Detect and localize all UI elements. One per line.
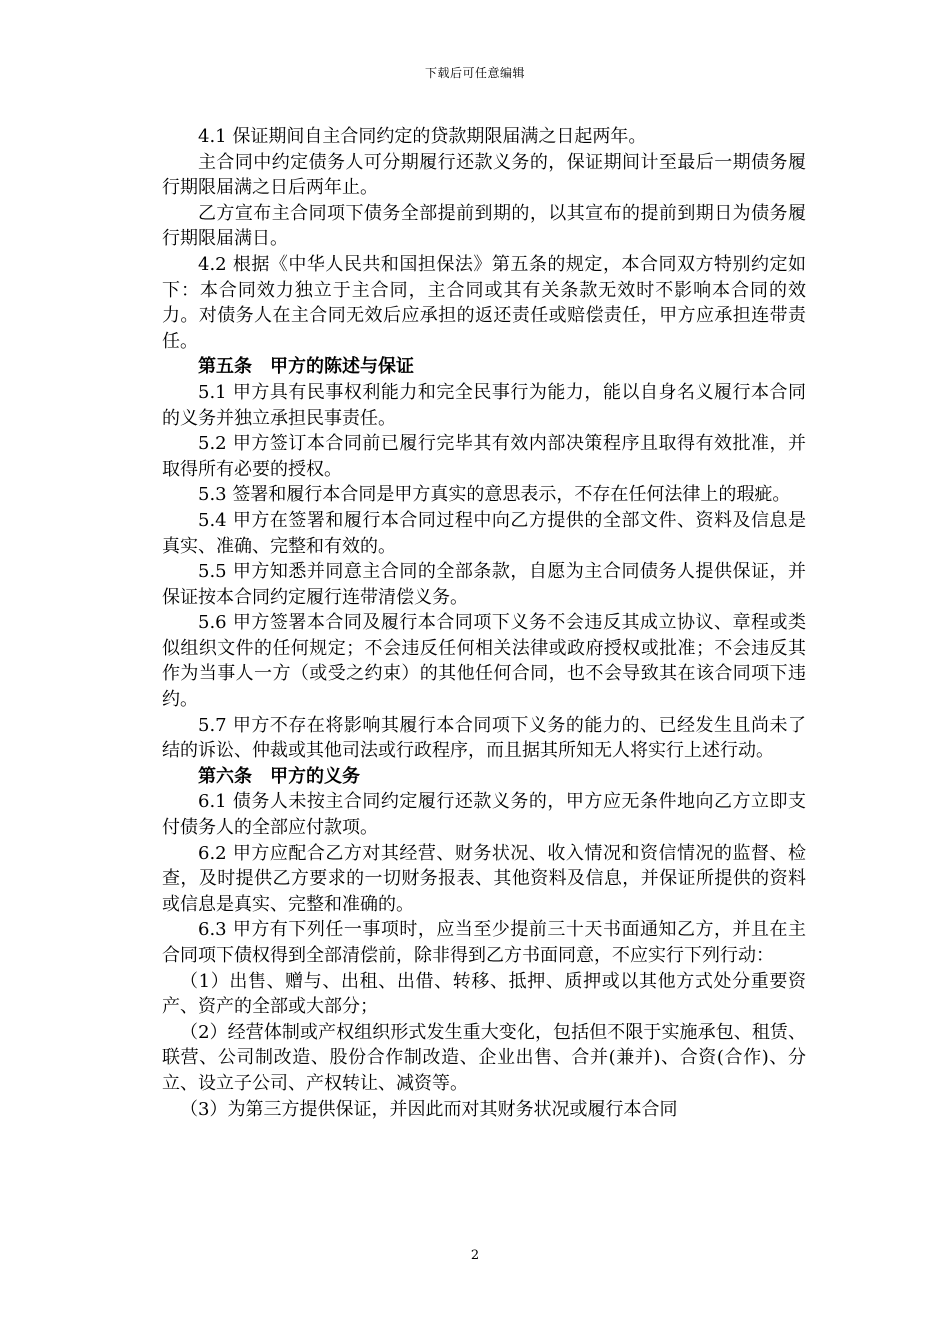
paragraph-5-7: 5.7 甲方不存在将影响其履行本合同项下义务的能力的、已经发生且尚未了结的诉讼、仲裁或其他司法或行政程序，而且据其所知无人将实行上述行动。 — [162, 714, 806, 762]
paragraph-6-2: 6.2 甲方应配合乙方对其经营、财务状况、收入情况和资信情况的监督、检查，及时提供乙方要求的一切财务报表、其他资料及信息，并保证所提供的资料或信息是真实、完整和准确的。 — [162, 842, 806, 915]
paragraph-5-2: 5.2 甲方签订本合同前已履行完毕其有效内部决策程序且取得有效批准，并取得所有必要的授权。 — [162, 433, 806, 480]
paragraph-5-6: 5.6 甲方签署本合同及履行本合同项下义务不会违反其成立协议、章程或类似组织文件的任何规定；不会违反任何相关法律或政府授权或批准；不会违反其作为当事人一方（或受之约束）的其他任何合同，也不会导致其在该合同项下违约。 — [162, 612, 806, 711]
paragraph-4-2: 4.2 根据《中华人民共和国担保法》第五条的规定，本合同双方特别约定如下：本合同效力独立于主合同，主合同或其有关条款无效时不影响本合同的效力。对债务人在主合同无效后应承担的返还责任或赔偿责任，甲方应承担连带责任。 — [162, 253, 806, 352]
paragraph-5-4: 5.4 甲方在签署和履行本合同过程中向乙方提供的全部文件、资料及信息是真实、准确、完整和有效的。 — [162, 509, 806, 557]
paragraph: 乙方宣布主合同项下债务全部提前到期的，以其宣布的提前到期日为债务履行期限届满日。 — [162, 202, 806, 250]
paragraph-5-3: 5.3 签署和履行本合同是甲方真实的意思表示，不存在任何法律上的瑕疵。 — [198, 484, 791, 506]
list-item: （3）为第三方提供保证，并因此而对其财务状况或履行本合同 — [180, 1098, 678, 1120]
list-item: （2）经营体制或产权组织形式发生重大变化，包括但不限于实施承包、租赁、联营、公司制改造、股份合作制改造、企业出售、合并(兼并)、合资(合作)、分立、设立子公司、产权转让、减资等。 — [162, 1021, 806, 1094]
paragraph-4-1: 4.1 保证期间自主合同约定的贷款期限届满之日起两年。 — [198, 126, 647, 147]
list-item: （1）出售、赠与、出租、出借、转移、抵押、质押或以其他方式处分重要资产、资产的全部或大部分； — [162, 970, 806, 1018]
paragraph-6-1: 6.1 债务人未按主合同约定履行还款义务的，甲方应无条件地向乙方立即支付债务人的全部应付款项。 — [162, 791, 806, 839]
document-body — [162, 124, 806, 1122]
section-heading: 第六条 甲方的义务 — [198, 765, 360, 787]
paragraph-5-5: 5.5 甲方知悉并同意主合同的全部条款，自愿为主合同债务人提供保证，并保证按本合同约定履行连带清偿义务。 — [162, 561, 806, 608]
section-heading: 第五条 甲方的陈述与保证 — [198, 356, 414, 378]
paragraph-5-1: 5.1 甲方具有民事权利能力和完全民事行为能力，能以自身名义履行本合同的义务并独立承担民事责任。 — [162, 381, 806, 429]
paragraph-6-3: 6.3 甲方有下列任一事项时，应当至少提前三十天书面通知乙方，并且在主合同项下债权得到全部清偿前，除非得到乙方书面同意，不应实行下列行动： — [162, 919, 806, 966]
paragraph: 主合同中约定债务人可分期履行还款义务的，保证期间计至最后一期债务履行期限届满之日后两年止。 — [162, 151, 806, 199]
page-header: 下载后可任意编辑 — [424, 66, 525, 80]
page-number: 2 — [470, 1248, 480, 1263]
